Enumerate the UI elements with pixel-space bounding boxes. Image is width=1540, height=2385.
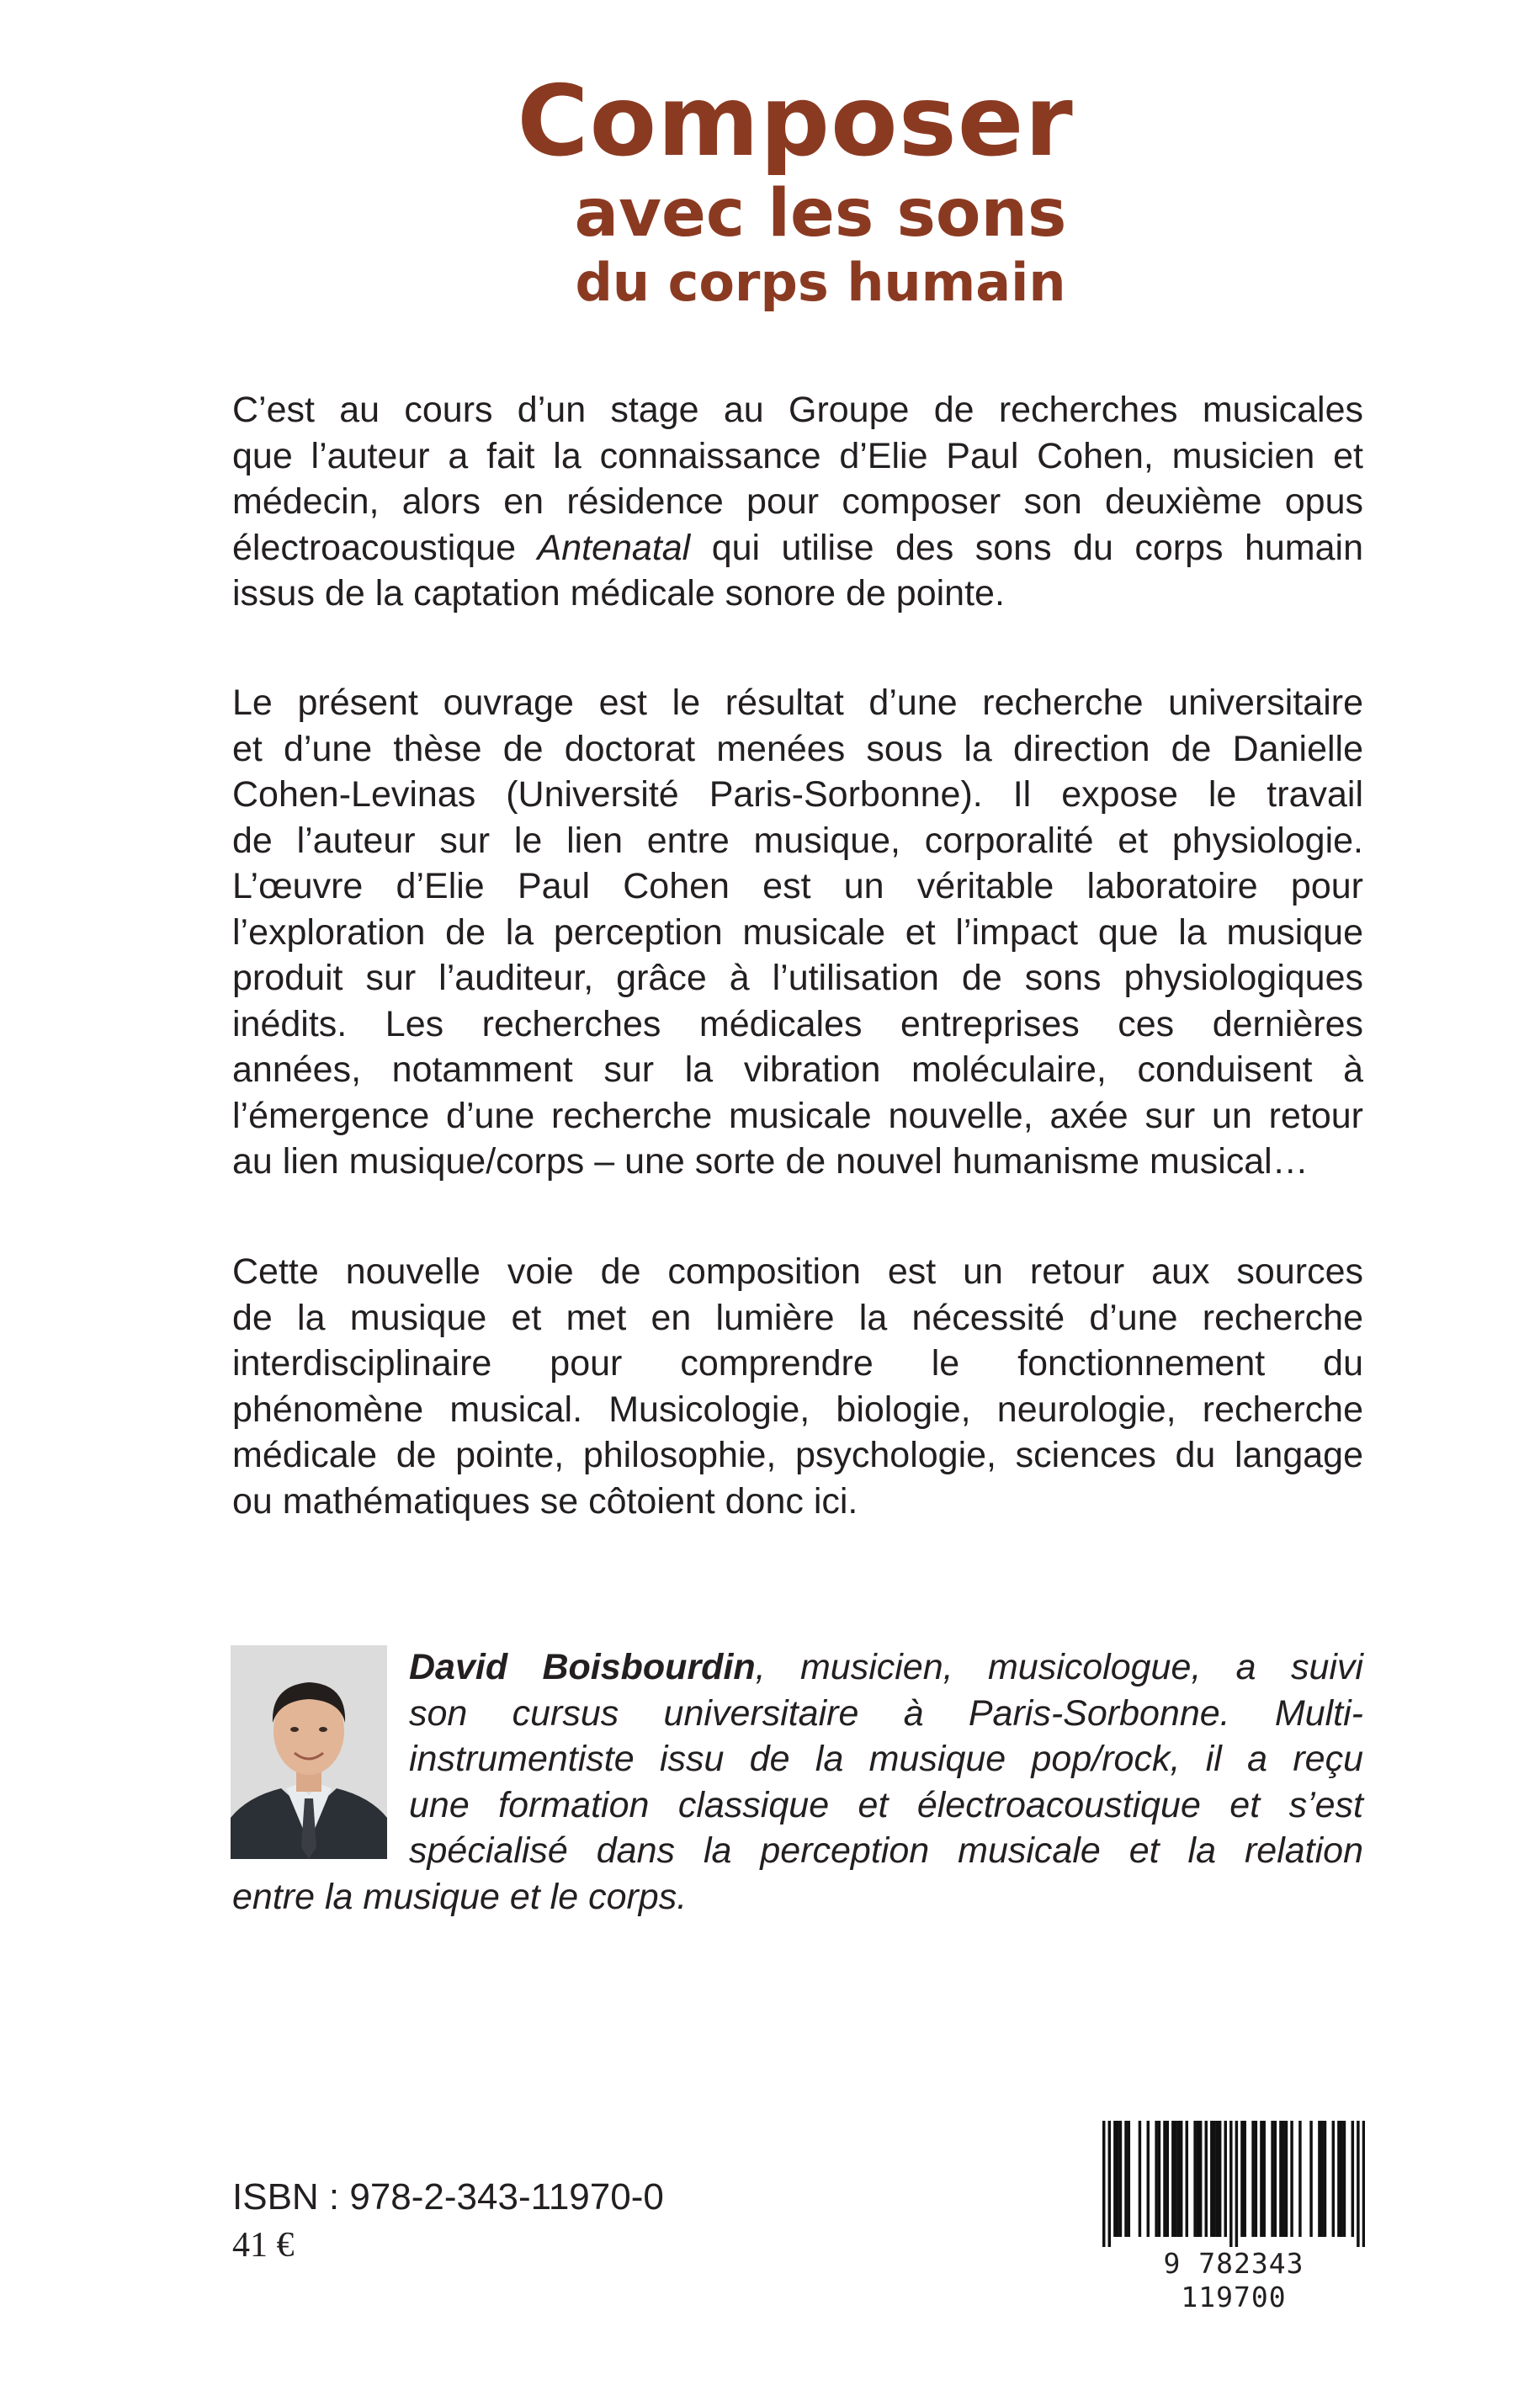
text-segment: électroacoustique bbox=[232, 527, 538, 568]
paragraph-line: C’est au cours d’un stage au Groupe de recherches musicales bbox=[232, 390, 1363, 430]
paragraph-line: de l’auteur sur le lien entre musique, corporalité et physiologie. bbox=[232, 820, 1363, 861]
author-biography bbox=[232, 1644, 1363, 1920]
barcode-bar bbox=[1229, 2121, 1232, 2247]
barcode-bar bbox=[1343, 2121, 1346, 2237]
paragraph-line: produit sur l’auditeur, grâce à l’utilisation de sons physiologiques bbox=[232, 958, 1363, 998]
paragraph-line: phénomène musical. Musicologie, biologie, neurologie, recherche bbox=[232, 1389, 1363, 1430]
barcode-bar bbox=[1205, 2121, 1208, 2237]
paragraph-line: médecin, alors en résidence pour composer son deuxième opus bbox=[232, 481, 1363, 522]
barcode-bar bbox=[1177, 2121, 1180, 2237]
title-line-main: Composer bbox=[517, 65, 1074, 178]
bio-line: son cursus universitaire à Paris-Sorbonne. Multi- bbox=[409, 1692, 1363, 1734]
barcode-bar bbox=[1255, 2121, 1257, 2237]
bio-line: instrumentiste issu de la musique pop/rock, il a reçu bbox=[409, 1739, 1363, 1779]
barcode-bar bbox=[1224, 2121, 1227, 2237]
paragraph-line: médicale de pointe, philosophie, psychologie, sciences du langage bbox=[232, 1435, 1363, 1475]
barcode-bar bbox=[1235, 2121, 1238, 2247]
barcode-digits: 9 782343 119700 bbox=[1163, 2247, 1304, 2313]
barcode-bar bbox=[1197, 2121, 1199, 2237]
title-line-sub1: avec les sons bbox=[574, 176, 1067, 252]
barcode-bar bbox=[1260, 2121, 1262, 2237]
barcode-bar bbox=[1158, 2121, 1160, 2237]
text-segment: qui utilise des sons du corps humain bbox=[690, 527, 1363, 568]
paragraph-research bbox=[232, 680, 1363, 1185]
barcode-bar bbox=[1262, 2121, 1265, 2237]
bio-line bbox=[409, 1644, 1363, 1691]
paragraph-line: l’exploration de la perception musicale et l’impact que la musique bbox=[232, 911, 1363, 953]
barcode-bar bbox=[1357, 2121, 1359, 2247]
barcode-bar bbox=[1210, 2121, 1213, 2237]
barcode-bars bbox=[1102, 2121, 1365, 2247]
paragraph-line: ou mathématiques se côtoient donc ici. bbox=[232, 1480, 858, 1522]
barcode-bar bbox=[1155, 2121, 1157, 2237]
barcode-bar bbox=[1219, 2121, 1221, 2237]
paragraph-intro bbox=[232, 387, 1363, 617]
bio-line: une formation classique et électroacoustique et s’est bbox=[409, 1784, 1363, 1825]
barcode-bar bbox=[1337, 2121, 1340, 2237]
barcode-bar bbox=[1147, 2121, 1150, 2237]
barcode-bar bbox=[1102, 2121, 1105, 2247]
paragraph-interdisciplinary bbox=[232, 1249, 1363, 1524]
barcode-bar bbox=[1332, 2121, 1335, 2237]
barcode-bar bbox=[1309, 2121, 1312, 2237]
bio-line: spécialisé dans la perception musicale et la relation bbox=[409, 1830, 1363, 1871]
barcode-bar bbox=[1186, 2121, 1188, 2237]
barcode-bar bbox=[1274, 2121, 1277, 2237]
isbn: ISBN : 978-2-343-11970-0 bbox=[232, 2176, 664, 2218]
paragraph-line: au lien musique/corps – une sorte de nouvel humanisme musical… bbox=[232, 1141, 1309, 1182]
work-title-antenatal: Antenatal bbox=[537, 527, 691, 568]
book-title bbox=[0, 67, 1540, 315]
barcode-bar bbox=[1163, 2121, 1166, 2237]
barcode-bar bbox=[1340, 2121, 1342, 2237]
barcode-bar bbox=[1271, 2121, 1273, 2237]
paragraph-line: L’œuvre d’Elie Paul Cohen est un véritable laboratoire pour bbox=[232, 866, 1363, 906]
barcode-bar bbox=[1124, 2121, 1127, 2237]
barcode-bar bbox=[1279, 2121, 1282, 2237]
barcode-bar bbox=[1174, 2121, 1176, 2237]
paragraph-line: issus de la captation médicale sonore de pointe. bbox=[232, 573, 1005, 614]
barcode-bar bbox=[1108, 2121, 1111, 2247]
price: 41 € bbox=[232, 2226, 295, 2265]
barcode-bar bbox=[1213, 2121, 1215, 2237]
paragraph-line: Cette nouvelle voie de composition est un retour aux sources bbox=[232, 1251, 1363, 1292]
barcode-bar bbox=[1318, 2121, 1320, 2237]
barcode-bar bbox=[1199, 2121, 1202, 2237]
paragraph-line: interdisciplinaire pour comprendre le fonctionnement du bbox=[232, 1343, 1363, 1384]
barcode-bar bbox=[1251, 2121, 1254, 2237]
barcode-bar bbox=[1116, 2121, 1118, 2237]
text-segment: , musicien, musicologue, a suivi bbox=[755, 1647, 1363, 1687]
barcode-bar bbox=[1171, 2121, 1174, 2237]
author-name: David Boisbourdin bbox=[409, 1647, 756, 1687]
barcode-bar bbox=[1362, 2121, 1365, 2247]
barcode-bar bbox=[1113, 2121, 1116, 2237]
title-line-sub2: du corps humain bbox=[575, 252, 1066, 313]
paragraph-line: Le présent ouvrage est le résultat d’une recherche universitaire bbox=[232, 683, 1363, 723]
barcode-bar bbox=[1285, 2121, 1288, 2237]
barcode-bar bbox=[1290, 2121, 1293, 2237]
barcode-bar bbox=[1128, 2121, 1130, 2237]
barcode-bar bbox=[1139, 2121, 1141, 2237]
barcode-bar bbox=[1351, 2121, 1354, 2237]
paragraph-line: de la musique et met en lumière la nécessité d’une recherche bbox=[232, 1297, 1363, 1338]
barcode-bar bbox=[1324, 2121, 1326, 2237]
paragraph-line: et d’une thèse de doctorat menées sous la direction de Danielle bbox=[232, 728, 1363, 769]
barcode-bar bbox=[1298, 2121, 1301, 2237]
bio-line: entre la musique et le corps. bbox=[232, 1876, 688, 1917]
barcode-bar bbox=[1119, 2121, 1122, 2237]
barcode bbox=[1102, 2121, 1365, 2313]
barcode-bar bbox=[1240, 2121, 1243, 2237]
barcode-bar bbox=[1180, 2121, 1182, 2237]
barcode-bar bbox=[1216, 2121, 1219, 2237]
paragraph-line: que l’auteur a fait la connaissance d’Elie Paul Cohen, musicien et bbox=[232, 435, 1363, 476]
barcode-bar bbox=[1166, 2121, 1169, 2237]
paragraph-line: inédits. Les recherches médicales entreprises ces dernières bbox=[232, 1003, 1363, 1044]
barcode-bar bbox=[1282, 2121, 1284, 2237]
barcode-bar bbox=[1243, 2121, 1245, 2237]
paragraph-line: années, notamment sur la vibration moléculaire, conduisent à bbox=[232, 1049, 1363, 1090]
paragraph-line-with-title bbox=[232, 525, 1363, 571]
paragraph-line: l’émergence d’une recherche musicale nouvelle, axée sur un retour bbox=[232, 1095, 1363, 1136]
paragraph-line: Cohen-Levinas (Université Paris-Sorbonne). Il expose le travail bbox=[232, 774, 1363, 815]
barcode-bar bbox=[1193, 2121, 1196, 2237]
barcode-bar bbox=[1320, 2121, 1323, 2237]
